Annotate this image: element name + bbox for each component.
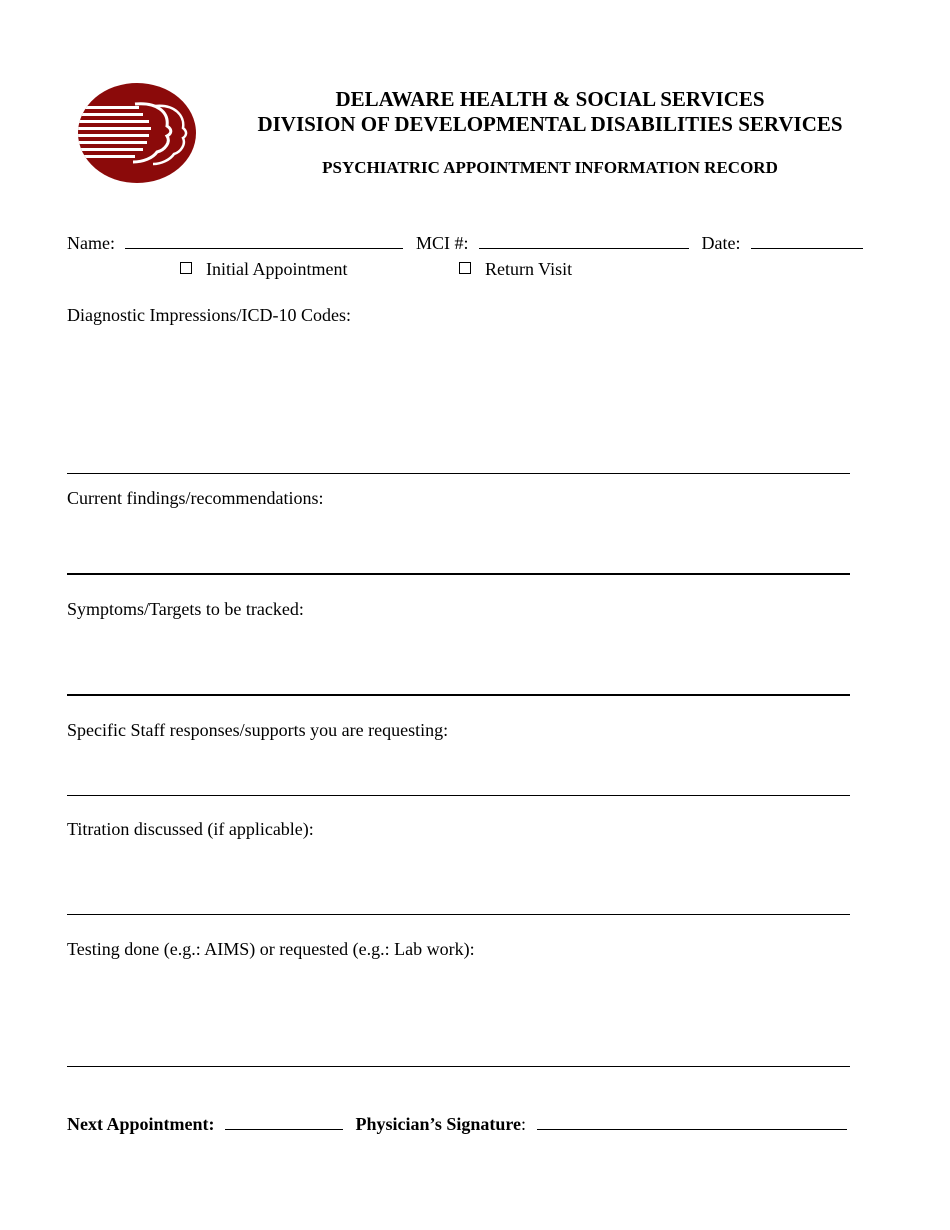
return-visit-label: Return Visit <box>485 259 573 279</box>
section-symptoms-label: Symptoms/Targets to be tracked: <box>67 599 304 619</box>
section-divider <box>67 914 850 915</box>
section-staff-responses-label: Specific Staff responses/supports you are requesting: <box>67 720 449 740</box>
org-name-line2: DIVISION OF DEVELOPMENTAL DISABILITIES SERVICES <box>257 112 843 136</box>
section-divider <box>67 694 850 696</box>
identification-row <box>67 230 863 254</box>
dhss-logo-icon <box>77 82 197 184</box>
mci-label: MCI #: <box>415 233 469 253</box>
section-divider <box>67 473 850 474</box>
signature-colon: : <box>521 1114 527 1134</box>
section-divider <box>67 573 850 575</box>
initial-appointment-option[interactable] <box>180 258 348 280</box>
section-divider <box>67 795 850 796</box>
return-visit-option[interactable] <box>459 258 572 280</box>
date-field[interactable] <box>751 230 863 249</box>
org-name-line1: DELAWARE HEALTH & SOCIAL SERVICES <box>335 87 765 111</box>
form-title: PSYCHIATRIC APPOINTMENT INFORMATION RECORD <box>322 158 778 177</box>
footer-row <box>67 1111 850 1135</box>
section-findings-label: Current findings/recommendations: <box>67 488 324 508</box>
section-divider <box>67 1066 850 1067</box>
physician-signature-label: Physician’s Signature <box>355 1114 522 1134</box>
name-label: Name: <box>67 233 115 253</box>
name-field[interactable] <box>125 230 403 249</box>
date-label: Date: <box>701 233 741 253</box>
mci-field[interactable] <box>479 230 689 249</box>
physician-signature-field[interactable] <box>537 1111 847 1130</box>
initial-appointment-label: Initial Appointment <box>206 259 348 279</box>
section-diagnostic-label: Diagnostic Impressions/ICD-10 Codes: <box>67 305 351 325</box>
section-testing-label: Testing done (e.g.: AIMS) or requested (e.g.: Lab work): <box>67 939 475 959</box>
return-visit-checkbox[interactable] <box>459 262 471 274</box>
next-appointment-label: Next Appointment: <box>67 1114 215 1134</box>
initial-appointment-checkbox[interactable] <box>180 262 192 274</box>
next-appointment-field[interactable] <box>225 1111 343 1130</box>
section-titration-label: Titration discussed (if applicable): <box>67 819 314 839</box>
